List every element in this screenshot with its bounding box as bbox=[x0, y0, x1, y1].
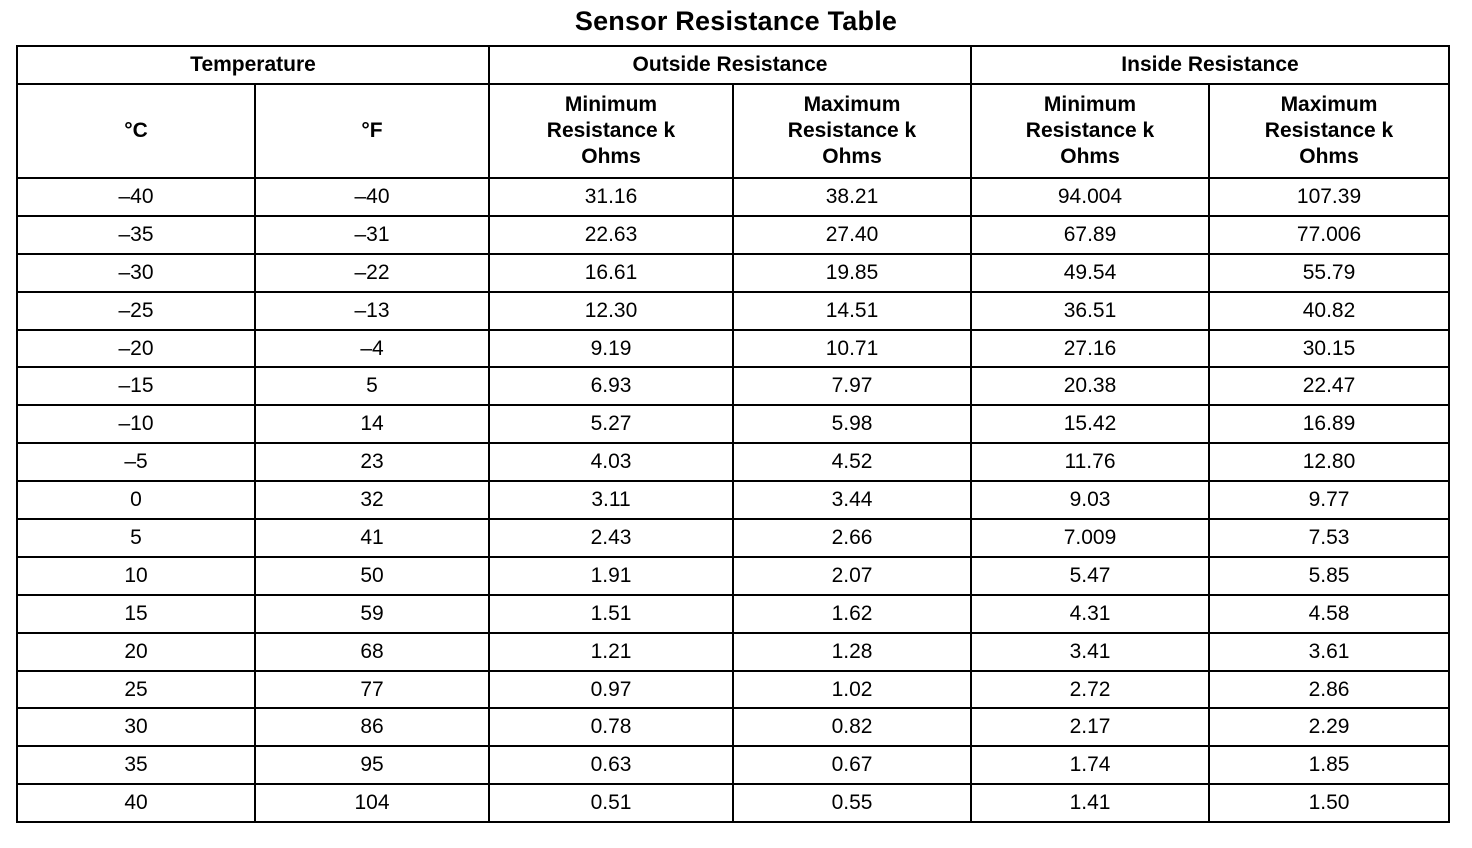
cell-inside-min: 5.47 bbox=[971, 557, 1209, 595]
cell-inside-max: 77.006 bbox=[1209, 216, 1449, 254]
cell-fahrenheit: 104 bbox=[255, 784, 489, 822]
cell-fahrenheit: 77 bbox=[255, 671, 489, 709]
cell-celsius: –40 bbox=[17, 178, 255, 216]
cell-fahrenheit: 5 bbox=[255, 367, 489, 405]
column-header-outside-max bbox=[733, 84, 971, 178]
column-header-outside-min bbox=[489, 84, 733, 178]
cell-outside-max: 3.44 bbox=[733, 481, 971, 519]
column-header-inside-max bbox=[1209, 84, 1449, 178]
cell-fahrenheit: 50 bbox=[255, 557, 489, 595]
cell-inside-min: 20.38 bbox=[971, 367, 1209, 405]
cell-fahrenheit: –31 bbox=[255, 216, 489, 254]
cell-celsius: 15 bbox=[17, 595, 255, 633]
cell-celsius: 0 bbox=[17, 481, 255, 519]
cell-outside-min: 0.51 bbox=[489, 784, 733, 822]
column-header-celsius bbox=[17, 84, 255, 178]
table-row bbox=[17, 405, 1449, 443]
cell-fahrenheit: 14 bbox=[255, 405, 489, 443]
column-header-label: Minimum Resistance k Ohms bbox=[1025, 93, 1155, 168]
cell-outside-max: 2.66 bbox=[733, 519, 971, 557]
cell-celsius: 30 bbox=[17, 708, 255, 746]
cell-inside-max: 2.29 bbox=[1209, 708, 1449, 746]
column-header-label: °F bbox=[361, 119, 383, 142]
column-header-row bbox=[17, 84, 1449, 178]
table-row bbox=[17, 178, 1449, 216]
cell-outside-max: 10.71 bbox=[733, 330, 971, 368]
cell-inside-max: 5.85 bbox=[1209, 557, 1449, 595]
cell-outside-min: 4.03 bbox=[489, 443, 733, 481]
cell-outside-min: 31.16 bbox=[489, 178, 733, 216]
table-row bbox=[17, 443, 1449, 481]
table-row bbox=[17, 330, 1449, 368]
cell-celsius: –10 bbox=[17, 405, 255, 443]
cell-inside-max: 30.15 bbox=[1209, 330, 1449, 368]
table-row bbox=[17, 708, 1449, 746]
cell-inside-min: 11.76 bbox=[971, 443, 1209, 481]
cell-fahrenheit: 32 bbox=[255, 481, 489, 519]
cell-inside-max: 1.85 bbox=[1209, 746, 1449, 784]
cell-inside-min: 27.16 bbox=[971, 330, 1209, 368]
cell-fahrenheit: –22 bbox=[255, 254, 489, 292]
cell-fahrenheit: 23 bbox=[255, 443, 489, 481]
cell-celsius: 35 bbox=[17, 746, 255, 784]
cell-outside-max: 1.62 bbox=[733, 595, 971, 633]
cell-celsius: –20 bbox=[17, 330, 255, 368]
table-row bbox=[17, 746, 1449, 784]
column-header-label: Minimum Resistance k Ohms bbox=[546, 93, 676, 168]
column-header-label: Maximum Resistance k Ohms bbox=[787, 93, 917, 168]
cell-outside-max: 0.82 bbox=[733, 708, 971, 746]
cell-celsius: 5 bbox=[17, 519, 255, 557]
cell-inside-max: 7.53 bbox=[1209, 519, 1449, 557]
cell-inside-min: 7.009 bbox=[971, 519, 1209, 557]
column-header-label: Maximum Resistance k Ohms bbox=[1264, 93, 1394, 168]
cell-inside-max: 22.47 bbox=[1209, 367, 1449, 405]
cell-inside-min: 36.51 bbox=[971, 292, 1209, 330]
cell-outside-max: 5.98 bbox=[733, 405, 971, 443]
cell-fahrenheit: 95 bbox=[255, 746, 489, 784]
column-header-label: °C bbox=[124, 119, 148, 142]
group-header-row bbox=[17, 46, 1449, 84]
cell-celsius: 20 bbox=[17, 633, 255, 671]
cell-inside-min: 15.42 bbox=[971, 405, 1209, 443]
group-header-inside-resistance: Inside Resistance bbox=[971, 46, 1449, 84]
cell-outside-max: 27.40 bbox=[733, 216, 971, 254]
cell-outside-max: 1.02 bbox=[733, 671, 971, 709]
cell-outside-min: 0.63 bbox=[489, 746, 733, 784]
table-row bbox=[17, 216, 1449, 254]
cell-outside-min: 1.91 bbox=[489, 557, 733, 595]
cell-outside-max: 38.21 bbox=[733, 178, 971, 216]
cell-inside-max: 40.82 bbox=[1209, 292, 1449, 330]
table-row bbox=[17, 784, 1449, 822]
cell-outside-max: 19.85 bbox=[733, 254, 971, 292]
cell-outside-max: 7.97 bbox=[733, 367, 971, 405]
cell-inside-min: 49.54 bbox=[971, 254, 1209, 292]
cell-inside-min: 1.41 bbox=[971, 784, 1209, 822]
cell-outside-min: 2.43 bbox=[489, 519, 733, 557]
cell-fahrenheit: 68 bbox=[255, 633, 489, 671]
cell-outside-min: 3.11 bbox=[489, 481, 733, 519]
cell-celsius: –25 bbox=[17, 292, 255, 330]
cell-fahrenheit: –4 bbox=[255, 330, 489, 368]
cell-inside-min: 94.004 bbox=[971, 178, 1209, 216]
cell-outside-max: 0.67 bbox=[733, 746, 971, 784]
cell-outside-min: 6.93 bbox=[489, 367, 733, 405]
cell-inside-max: 3.61 bbox=[1209, 633, 1449, 671]
sensor-resistance-table bbox=[16, 45, 1450, 823]
cell-inside-min: 9.03 bbox=[971, 481, 1209, 519]
table-row bbox=[17, 595, 1449, 633]
cell-celsius: –5 bbox=[17, 443, 255, 481]
cell-fahrenheit: 59 bbox=[255, 595, 489, 633]
cell-outside-max: 4.52 bbox=[733, 443, 971, 481]
cell-outside-max: 2.07 bbox=[733, 557, 971, 595]
cell-outside-min: 16.61 bbox=[489, 254, 733, 292]
table-title: Sensor Resistance Table bbox=[574, 6, 898, 36]
cell-inside-min: 2.72 bbox=[971, 671, 1209, 709]
cell-inside-min: 4.31 bbox=[971, 595, 1209, 633]
column-header-fahrenheit bbox=[255, 84, 489, 178]
cell-inside-max: 2.86 bbox=[1209, 671, 1449, 709]
column-header-inside-min bbox=[971, 84, 1209, 178]
cell-outside-min: 22.63 bbox=[489, 216, 733, 254]
cell-outside-min: 0.97 bbox=[489, 671, 733, 709]
cell-fahrenheit: –40 bbox=[255, 178, 489, 216]
cell-inside-min: 3.41 bbox=[971, 633, 1209, 671]
cell-celsius: 40 bbox=[17, 784, 255, 822]
table-row bbox=[17, 557, 1449, 595]
cell-inside-max: 4.58 bbox=[1209, 595, 1449, 633]
table-row bbox=[17, 292, 1449, 330]
cell-inside-min: 67.89 bbox=[971, 216, 1209, 254]
cell-fahrenheit: 86 bbox=[255, 708, 489, 746]
cell-inside-max: 55.79 bbox=[1209, 254, 1449, 292]
cell-fahrenheit: 41 bbox=[255, 519, 489, 557]
cell-celsius: 25 bbox=[17, 671, 255, 709]
cell-outside-min: 12.30 bbox=[489, 292, 733, 330]
group-header-temperature: Temperature bbox=[17, 46, 489, 84]
cell-celsius: –35 bbox=[17, 216, 255, 254]
cell-inside-max: 1.50 bbox=[1209, 784, 1449, 822]
cell-outside-min: 0.78 bbox=[489, 708, 733, 746]
table-body bbox=[17, 178, 1449, 822]
cell-outside-min: 1.21 bbox=[489, 633, 733, 671]
table-row bbox=[17, 367, 1449, 405]
cell-inside-min: 2.17 bbox=[971, 708, 1209, 746]
cell-outside-max: 1.28 bbox=[733, 633, 971, 671]
cell-fahrenheit: –13 bbox=[255, 292, 489, 330]
table-row bbox=[17, 671, 1449, 709]
table-row bbox=[17, 481, 1449, 519]
cell-outside-max: 14.51 bbox=[733, 292, 971, 330]
table-row bbox=[17, 519, 1449, 557]
table-row bbox=[17, 633, 1449, 671]
cell-inside-max: 12.80 bbox=[1209, 443, 1449, 481]
cell-outside-min: 9.19 bbox=[489, 330, 733, 368]
cell-celsius: 10 bbox=[17, 557, 255, 595]
cell-inside-max: 9.77 bbox=[1209, 481, 1449, 519]
cell-outside-min: 5.27 bbox=[489, 405, 733, 443]
cell-inside-max: 16.89 bbox=[1209, 405, 1449, 443]
cell-outside-max: 0.55 bbox=[733, 784, 971, 822]
table-row bbox=[17, 254, 1449, 292]
cell-inside-min: 1.74 bbox=[971, 746, 1209, 784]
cell-celsius: –30 bbox=[17, 254, 255, 292]
group-header-outside-resistance: Outside Resistance bbox=[489, 46, 971, 84]
cell-inside-max: 107.39 bbox=[1209, 178, 1449, 216]
cell-celsius: –15 bbox=[17, 367, 255, 405]
cell-outside-min: 1.51 bbox=[489, 595, 733, 633]
